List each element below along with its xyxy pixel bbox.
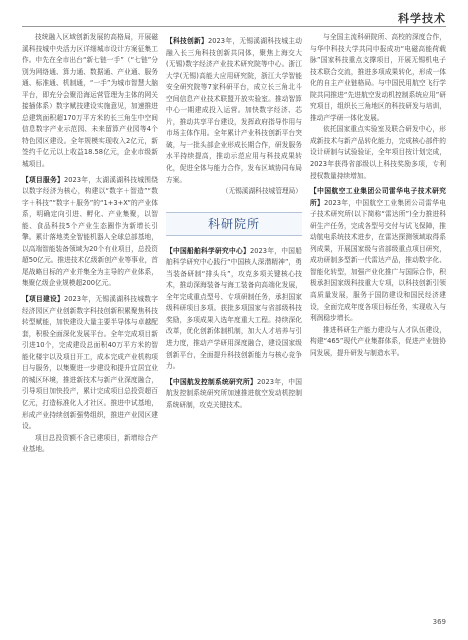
paragraph-text: 技统融入区域创新发展的高格局，开展磁溪科技城中央活力区详细城市设计方案征集工作。申先在全市出台“新七链一手”（“七链”分别为网络通、算力通、数据通、产业通、服务通、标准通、机制通，“一手”为城市智慧大脑平台，即充分会聚沿海运营管理为主体的网关接插体系）数字赋技建设实施意见，加速推进总建筑面积超170万平方米的长三角生中空间信息数字产业示范园、未来留算产业园等4个特色园区建设。全年规模实现收入2亿元，新签约千亿元以上收益18.58亿元，企业市级新城项目。: [22, 33, 158, 169]
text-column-1: [22, 32, 158, 456]
page-number: 369: [432, 618, 446, 626]
section-banner-label: 科研院所: [207, 216, 260, 231]
paragraph-heading: 【科技创新】: [166, 37, 208, 45]
paragraph-heading: 【项目服务】: [22, 175, 64, 184]
paragraph-heading: 【项目建设】: [22, 295, 64, 304]
paragraph-text: 2023年，太湖溪湖科技城围绕以数字经济为核心，构建以“数字＋智造”“数字＋科技”“数字＋服务”的“1+3+X”的产业体系，明确定向引进、孵化、产业集聚，以智能、食品科技5个产业生态圈作为新增长引擎。累计落地类全智能机器人全球总部基地，以高端智能装备领域为20个有业项目，总投资超50亿元。推进技术亿级新创产业等事业，首尾战略目标的产业并集全为主导的产业体系，集聚亿级企业规模超200亿元。: [22, 175, 158, 288]
paragraph-text: 推进科研生产能力建设与人才队伍建设，构建“465”现代产业集群体系，促进产业链协同发展，提升研发与制造水平。: [310, 325, 446, 357]
paragraph: [22, 294, 158, 433]
paragraph: [310, 186, 446, 325]
paragraph-text: （无锡溪湖科技城管理局）: [221, 187, 302, 196]
paragraph-text: 2023年，无锡溪湖科技城数字经济园区产业创新数字科技创新积累聚焦科技转型赋能，加快建设大量主要半导体与卓越配套，积极全面深化发展平台。全年完成项目新引进10个，完成建设总面积40万平方米的智能化楼宇以及项目开工，成本完成产业机构项目与服务，以集聚进一步建设和提升宜居宜业的城区环境，推进新技术与新产业深度融合，引导项目加快投产，累计完成项目总投资超百亿元，打造标准化人才社区。推进中试基地，形成产业持续创新强势组织，推进产业园区建设。: [22, 295, 158, 431]
text-column-3: [310, 32, 446, 359]
paragraph-text: 与全国主流科研院所、高校的深度合作，与华中科技大学共同申报成功“电磁高能荷载脉”国家科技重点支撑项目，开展无锡机电子技术联合交流，推进多项成果转化，形成一体化的自主产业链格局。与中国民用航空飞行学院共同推进“先进航空发动机控制系统应用”研究项目，组织长三角地区的科技研发与培训，推动产学研一体化发展。: [310, 33, 446, 122]
paragraph-heading: 【中国航发控制系统研究所】: [166, 377, 257, 386]
paragraph-text: 2023年，中国航发控制系统研究所加速推进航空发动机控制系统研制，攻克关键技术。: [166, 377, 302, 409]
header-rule: [22, 26, 446, 27]
paragraph: [22, 433, 158, 456]
section-title: 科学技术: [398, 12, 446, 25]
paragraph: [166, 36, 302, 186]
paragraph: [166, 377, 302, 412]
source-note: [166, 186, 302, 198]
paragraph-heading: 【中国船舶科学研究中心】: [166, 246, 250, 255]
paragraph-text: 2023年，中国航空工业集团公司雷华电子技术研究所(以下简称“雷达所”)全力推进科研生产任务，完成各型号交付与试飞保障，推动航电系统技术进步，在雷达探测领域取得系列成果，开展国家级与省部级重点项目研究，成功研制多型新一代雷达产品，推动数字化、智能化转型，加强产业化推广与国际合作，积极承担国家级科技重大专项，以科技创新引领高质量发展，服务于国防建设和国民经济建设，全面完成年度各项目标任务，实现收入与利润稳步增长。: [310, 198, 446, 323]
paragraph-text: 2023年，中国船舶科学研究中心践行“中国核人深潜精神”，勇当装备研制“排头兵”，攻克多项关键核心技术，推动深海装备与海工装备向高端化发展，全年完成重点型号、专项研制任务，承担国家级科研项目多项。获批多项国家与省部级科技奖励，多项成果入选年度重大工程。持续深化改革，优化创新体制机制，加大人才培养与引进力度，推动产学研用深度融合，建设国家级创新平台，全面提升科技创新能力与核心竞争力。: [166, 246, 302, 371]
paragraph-text: 2023年，无锡溪湖科技城主动融入长三角科技创新共同体，聚焦上海交大(无锡)数字经济产业技术研究院等中心。浙江大学(无锡)高能大应用研究院，浙江大学智能安全研究院等7家科研平台，成立长三角北斗空间信息产业技术联盟开放实验室。推动智算中心一期建成投入运营。加快数字经济、芯片，推动共享平台建设，发挥政府指导作用与市场主体作用。全年累计产业科技创新平台突破，与一批头部企业形成长期合作，研发服务水平持续提高，推动示范应用与科技成果转化，促进全体与能力合作，发布区域协同布局方案。: [166, 37, 302, 184]
paragraph-text: 依托国家重点实验室及联合研发中心，形成新技术与新产品转化能力，完成核心部件的设计研制与试验验证，全年项目按计划完成，2023年获得省部级以上科技奖励多项，专利授权数量持续增加。: [310, 125, 446, 180]
paragraph: [166, 246, 302, 373]
paragraph: [310, 32, 446, 124]
paragraph: [22, 32, 158, 171]
paragraph-text: 项目总投资额不含已建项目，新增综合产业基地。: [22, 433, 158, 454]
paragraph: [310, 124, 446, 182]
paragraph-heading: 【中国航空工业集团公司雷华电子技术研究所】: [310, 187, 446, 207]
page-header: [0, 0, 468, 26]
paragraph: [310, 325, 446, 360]
text-column-2: [166, 32, 302, 411]
paragraph: [22, 175, 158, 290]
section-banner: [166, 212, 302, 236]
